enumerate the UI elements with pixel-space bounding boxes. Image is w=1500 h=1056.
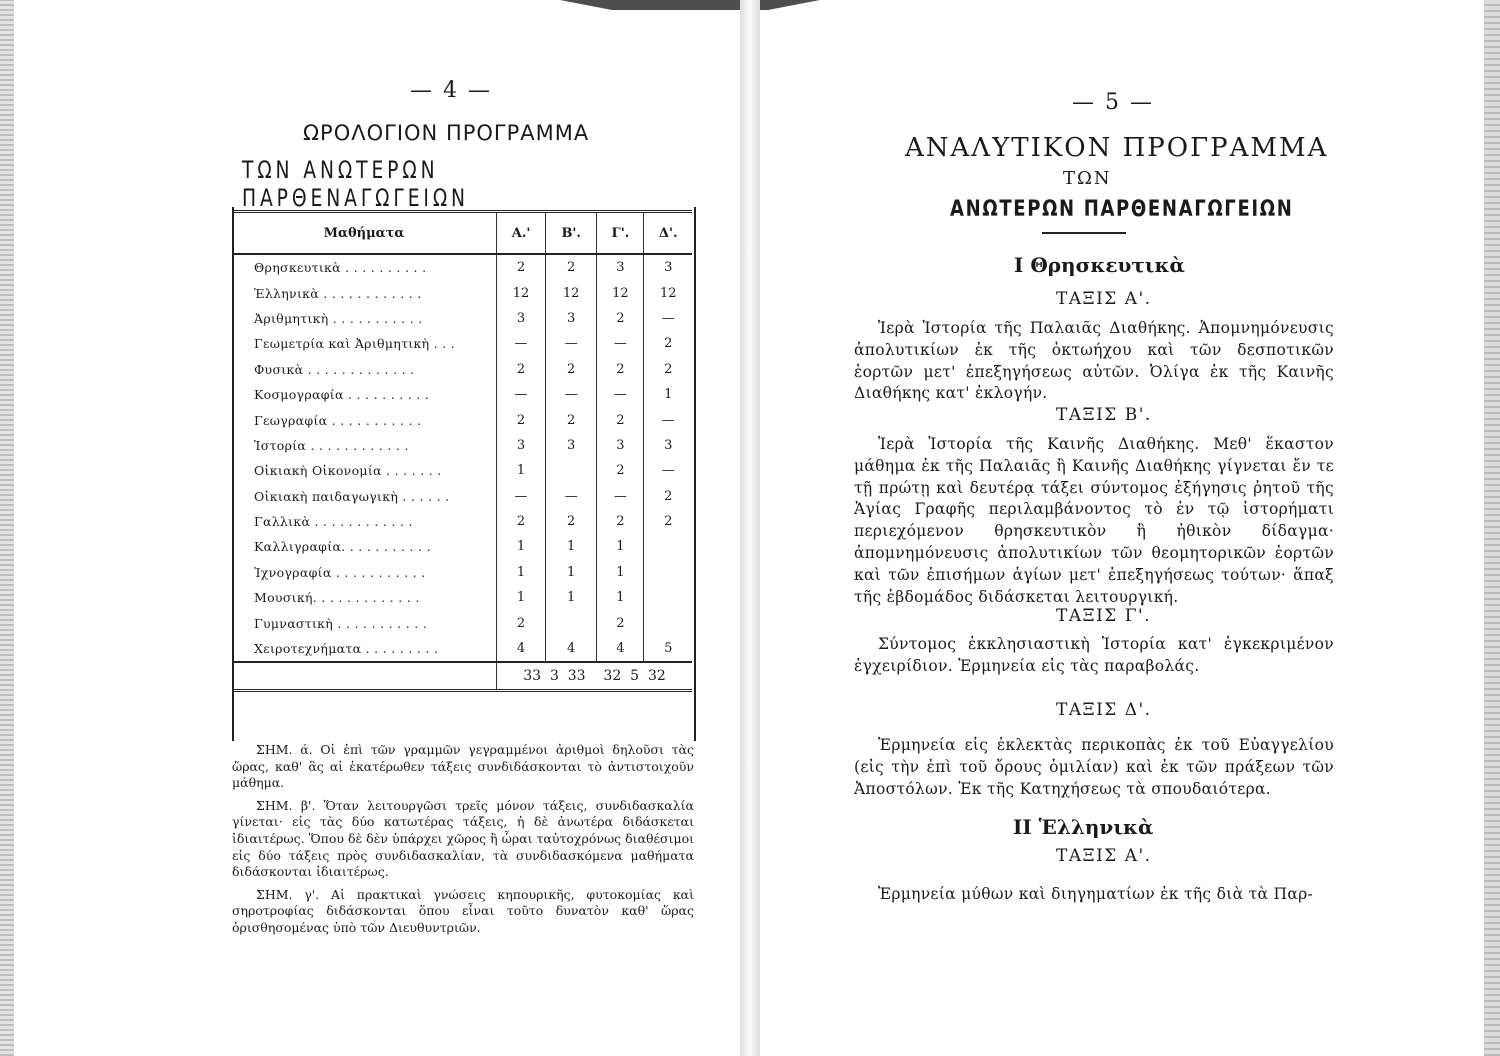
class-text: Σύντομος ἐκκλησιαστικὴ Ἱστορία κατ' ἐγκεκριμένον ἐγχειρίδιον. Ἑρμηνεία εἰς τὰς παραβολάς. xyxy=(854,635,1334,675)
page-subtitle: ΤΩΝ ΑΝΩΤΕΡΩΝ ΠΑΡΘΕΝΑΓΩΓΕΙΩΝ xyxy=(242,156,469,212)
table-row xyxy=(232,407,692,432)
hours-cell: 2 xyxy=(597,306,644,331)
totals-cell xyxy=(497,662,693,691)
subject-cell: Ἱστορία . . . . . . . . . . . . xyxy=(254,437,409,453)
subject-cell: Ἑλληνικὰ . . . . . . . . . . . . xyxy=(254,285,422,301)
hours-cell: 3 xyxy=(497,433,546,458)
hours-cell: — xyxy=(644,458,692,483)
hours-cell: — xyxy=(644,407,692,432)
hours-cell: 2 xyxy=(497,509,546,534)
hours-cell: 1 xyxy=(497,458,546,483)
page-subtitle-ton: ΤΩΝ xyxy=(1063,168,1112,189)
class-text: Ἱερὰ Ἱστορία τῆς Παλαιᾶς Διαθήκης. Ἀπομνημόνευσις ἀπολυτικίων ἐκ τῆς ὀκτωήχου καὶ τῶν δεσποτικῶν ἑορτῶν μετ' ἐπεξηγήσεως αὐτῶν. Ὀλίγα ἐκ τῆς Καινῆς Διαθήκης κατ' ἐκλογήν. xyxy=(854,319,1334,403)
hours-cell: 1 xyxy=(597,560,644,585)
hours-cell: 2 xyxy=(644,509,692,534)
header-subjects: Μαθήματα xyxy=(232,212,497,255)
subject-cell: Γεωμετρία καὶ Ἀριθμητικὴ . . . xyxy=(254,336,456,352)
hours-cell: — xyxy=(644,306,692,331)
left-page xyxy=(0,0,740,1056)
hours-cell: 3 xyxy=(644,254,692,280)
hours-cell: 2 xyxy=(597,610,644,635)
subject-cell: Κοσμογραφία . . . . . . . . . . xyxy=(254,387,430,403)
hours-cell: — xyxy=(497,382,546,407)
hours-cell: 12 xyxy=(597,280,644,305)
hours-cell: 1 xyxy=(497,585,546,610)
page-number: — 4 — xyxy=(410,78,492,103)
hours-cell: 4 xyxy=(597,636,644,662)
hours-cell: 4 xyxy=(497,636,546,662)
table-row xyxy=(232,509,692,534)
hours-cell: 2 xyxy=(597,407,644,432)
subject-cell: Θρησκευτικὰ . . . . . . . . . . xyxy=(254,260,427,276)
hours-cell: 2 xyxy=(546,254,597,280)
subject-cell: Γαλλικὰ . . . . . . . . . . . . xyxy=(254,514,413,530)
class-label: ΤΑΞΙΣ Γ'. xyxy=(1056,606,1152,626)
table-row xyxy=(232,560,692,585)
class-label: ΤΑΞΙΣ Δ'. xyxy=(1056,700,1152,720)
header-class-d: Δ'. xyxy=(644,212,692,255)
right-page xyxy=(760,0,1500,1056)
total-a: 33 xyxy=(523,668,542,685)
total-ab: 3 xyxy=(549,668,559,685)
header-class-b: Β'. xyxy=(546,212,597,255)
hours-cell: 3 xyxy=(546,306,597,331)
hours-cell: 2 xyxy=(497,357,546,382)
subject-cell: Γεωγραφία . . . . . . . . . . . xyxy=(254,412,422,428)
hours-cell xyxy=(546,610,597,635)
table-row xyxy=(232,306,692,331)
subject-cell: Ἰχνογραφία . . . . . . . . . . . xyxy=(254,564,426,580)
hours-cell: 1 xyxy=(597,585,644,610)
subject-cell: Χειροτεχνήματα . . . . . . . . . xyxy=(254,641,439,657)
hours-cell: — xyxy=(597,382,644,407)
hours-cell: 1 xyxy=(644,382,692,407)
total-d: 32 xyxy=(647,668,666,685)
title-rule xyxy=(1042,232,1126,234)
totals-row xyxy=(232,662,692,691)
hours-cell: 2 xyxy=(546,357,597,382)
hours-cell: 3 xyxy=(497,306,546,331)
subject-cell: Φυσικὰ . . . . . . . . . . . . . xyxy=(254,361,415,377)
class-label: ΤΑΞΙΣ Α'. xyxy=(1056,289,1152,309)
table-row xyxy=(232,458,692,483)
section-heading-2: II Ἑλληνικὰ xyxy=(1013,815,1154,839)
hours-cell: 2 xyxy=(597,509,644,534)
class-text: Ἱερὰ Ἱστορία τῆς Καινῆς Διαθήκης. Μεθ' ἕκαστον μάθημα ἐκ τῆς Παλαιᾶς ἢ Καινῆς Διαθήκης γίγνεται ἔν τε τῇ πρώτῃ καὶ δευτέρᾳ τάξει σύντομος ἐξήγησις ῥητοῦ τῆς Ἁγίας Γραφῆς περιλαμβάνοντος τὸ ἐν τῷ ἱστορήματι περιεχόμενον θρησκευτικὸν ἢ ἠθικὸν δίδαγμα· ἀπομνημόνευσις ἀπολυτικίων τῶν θεομητορικῶν ἑορτῶν καὶ τῶν ἐπισήμων ἁγίων μετ' ἐπεξηγήσεως τούτων· ἅπαξ τῆς ἑβδομάδος διδάσκεται λειτουργική. xyxy=(854,435,1334,606)
subject-cell: Οἰκιακὴ Οἰκονομία . . . . . . . xyxy=(254,463,442,479)
hours-cell: 1 xyxy=(546,585,597,610)
hours-cell: — xyxy=(597,484,644,509)
total-c: 32 xyxy=(603,668,622,685)
hours-cell: 12 xyxy=(644,280,692,305)
page-title: ΩΡΟΛΟΓΙΟΝ ΠΡΟΓΡΑΜΜΑ xyxy=(303,121,590,145)
hours-cell: 3 xyxy=(597,254,644,280)
page-title: ΑΝΑΛΥΤΙΚΟΝ ΠΡΟΓΡΑΜΜΑ xyxy=(905,133,1329,163)
hours-cell: 3 xyxy=(597,433,644,458)
hours-cell: 12 xyxy=(546,280,597,305)
table-row xyxy=(232,280,692,305)
total-b: 33 xyxy=(567,668,586,685)
hours-cell xyxy=(644,560,692,585)
hours-cell xyxy=(644,534,692,559)
page-number: — 5 — xyxy=(1072,90,1154,115)
hours-cell: 1 xyxy=(497,534,546,559)
hours-cell: 2 xyxy=(497,254,546,280)
hours-cell: 2 xyxy=(546,407,597,432)
footnotes xyxy=(232,742,694,943)
table-row xyxy=(232,636,692,662)
table-row xyxy=(232,357,692,382)
subject-cell: Οἰκιακὴ παιδαγωγικὴ . . . . . . xyxy=(254,488,450,504)
subject-cell: Καλλιγραφία. . . . . . . . . . . xyxy=(254,539,431,555)
note-a: ΣΗΜ. ά. Οἱ ἐπὶ τῶν γραμμῶν γεγραμμένοι ἀριθμοὶ δηλοῦσι τὰς ὥρας, καθ' ἃς αἱ ἑκατέρωθεν τάξεις συνδιδάσκονται τὸ ἀντιστοιχοῦν μάθημα. xyxy=(232,742,694,791)
hours-cell: 4 xyxy=(546,636,597,662)
hours-cell: 2 xyxy=(546,509,597,534)
hours-cell: 2 xyxy=(644,484,692,509)
hours-cell: 2 xyxy=(644,331,692,356)
table-row xyxy=(232,331,692,356)
hours-cell: — xyxy=(497,484,546,509)
hours-cell: 5 xyxy=(644,636,692,662)
class-text: Ἑρμηνεία μύθων καὶ διηγηματίων ἐκ τῆς διὰ τὰ Παρ- xyxy=(878,885,1314,903)
table-header-row xyxy=(232,212,692,255)
table-row xyxy=(232,433,692,458)
hours-cell: 2 xyxy=(497,407,546,432)
hours-cell: 1 xyxy=(497,560,546,585)
hours-cell: — xyxy=(546,382,597,407)
hours-cell: — xyxy=(597,331,644,356)
class-label: ΤΑΞΙΣ Α'. xyxy=(1056,846,1152,866)
note-b: ΣΗΜ. β'. Ὅταν λειτουργῶσι τρεῖς μόνον τάξεις, συνδιδασκαλία γίνεται· εἰς τὰς δύο κατωτέρας τάξεις, ἡ δὲ ἀνωτέρα διδάσκεται ἰδιαιτέρως. Ὅπου δὲ δὲν ὑπάρχει χῶρος ἢ ὧραι ταὐτοχρόνως διαθέσιμοι εἰς δύο τάξεις πρὸς συνδιδασκαλίαν, τὰ συνδιδασκόμενα μαθήματα διδάσκονται ἰδιαιτέρως. xyxy=(232,797,694,880)
header-class-a: Α.' xyxy=(497,212,546,255)
note-c: ΣΗΜ. γ'. Αἱ πρακτικαὶ γνώσεις κηπουρικῆς, φυτοκομίας καὶ σηροτροφίας διδάσκονται ὅπου εἶναι τοῦτο δυνατὸν καθ' ὥρας ὁρισθησομένας ὑπὸ τῶν Διευθυντριῶν. xyxy=(232,886,694,935)
section-heading-1: I Θρησκευτικὰ xyxy=(1014,253,1185,277)
table-row xyxy=(232,610,692,635)
hours-cell: — xyxy=(497,331,546,356)
book-gutter xyxy=(740,0,760,1056)
subject-cell: Γυμναστικὴ . . . . . . . . . . . xyxy=(254,615,428,631)
hours-cell xyxy=(644,610,692,635)
table-row xyxy=(232,254,692,280)
hours-cell: 3 xyxy=(546,433,597,458)
hours-cell: 3 xyxy=(644,433,692,458)
hours-cell: 2 xyxy=(597,357,644,382)
hours-cell: 12 xyxy=(497,280,546,305)
hours-cell: — xyxy=(546,484,597,509)
hours-cell: 2 xyxy=(644,357,692,382)
total-cd: 5 xyxy=(630,668,640,685)
table-row xyxy=(232,534,692,559)
page-subtitle: ΑΝΩΤΕΡΩΝ ΠΑΡΘΕΝΑΓΩΓΕΙΩΝ xyxy=(950,197,1294,222)
table-row xyxy=(232,382,692,407)
hours-cell: 2 xyxy=(597,458,644,483)
hours-cell: — xyxy=(546,331,597,356)
schedule-table xyxy=(232,210,692,692)
hours-cell: 1 xyxy=(546,560,597,585)
subject-cell: Ἀριθμητικὴ . . . . . . . . . . . xyxy=(254,310,423,326)
table-row xyxy=(232,484,692,509)
class-label: ΤΑΞΙΣ Β'. xyxy=(1056,405,1152,425)
hours-cell: 1 xyxy=(546,534,597,559)
header-class-c: Γ'. xyxy=(597,212,644,255)
table-row xyxy=(232,585,692,610)
subject-cell: Μουσική. . . . . . . . . . . . . xyxy=(254,590,420,606)
hours-cell xyxy=(546,458,597,483)
hours-cell: 1 xyxy=(597,534,644,559)
class-text: Ἑρμηνεία εἰς ἐκλεκτὰς περικοπὰς ἐκ τοῦ Εὐαγγελίου (εἰς τὴν ἐπὶ τοῦ ὄρους ὁμιλίαν) καὶ ἐκ τῶν πράξεων τῶν Ἀποστόλων. Ἐκ τῆς Κατηχήσεως τὰ σπουδαιότερα. xyxy=(854,736,1334,798)
hours-cell: 2 xyxy=(497,610,546,635)
hours-cell xyxy=(644,585,692,610)
